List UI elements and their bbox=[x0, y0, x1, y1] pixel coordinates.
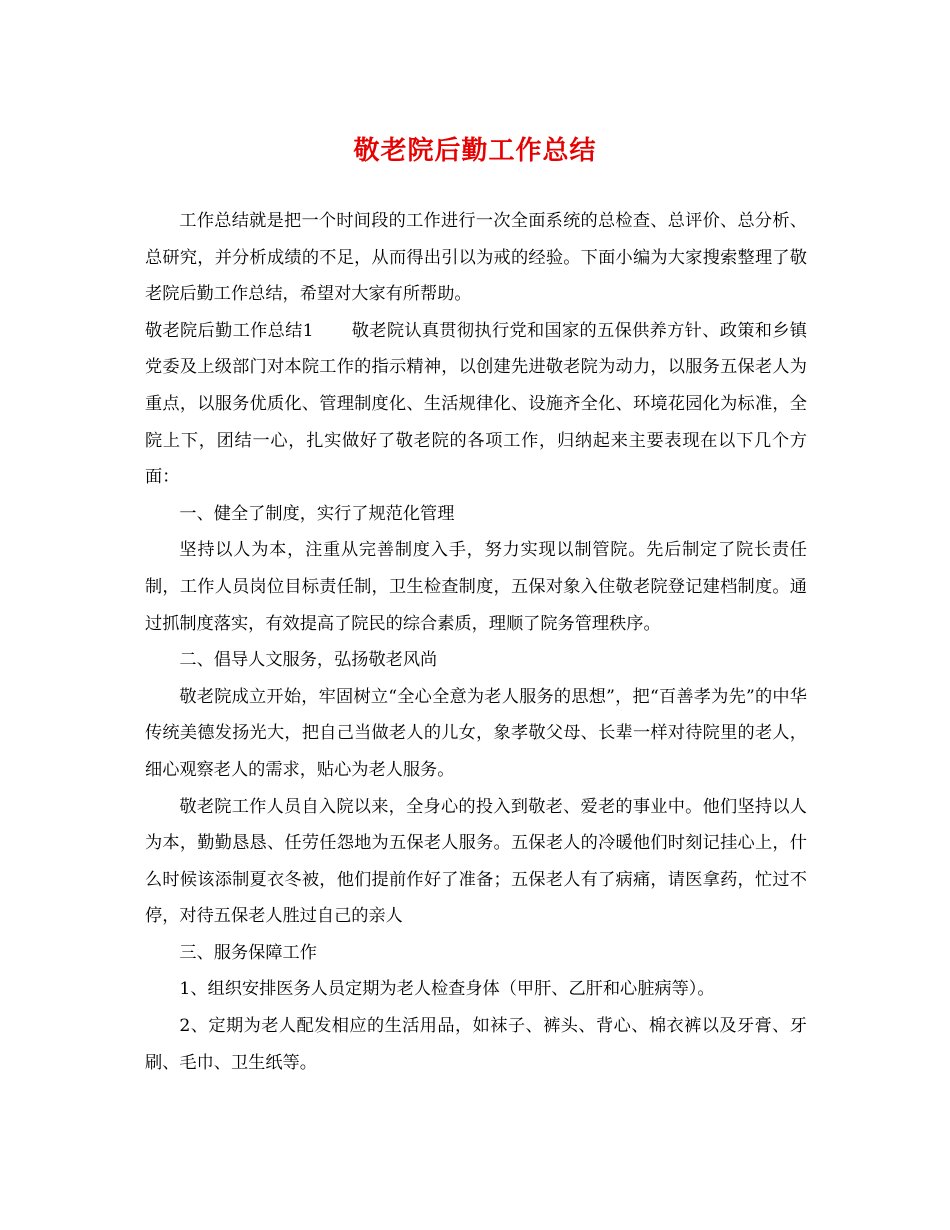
heading-1: 一、健全了制度，实行了规范化管理 bbox=[179, 503, 455, 524]
paragraph-1: 坚持以人为本，注重从完善制度入手，努力实现以制管院。先后制定了院长责任制，工作人员岗位目标责任制，卫生检查制度，五保对象入住敬老院登记建档制度。通过抓制度落实，有效提高了院民的综合素质，理顺了院务管理秩序。 bbox=[145, 540, 807, 634]
heading-3: 三、服务保障工作 bbox=[179, 942, 317, 963]
intro-paragraph: 工作总结就是把一个时间段的工作进行一次全面系统的总检查、总评价、总分析、总研究，并分析成绩的不足，从而得出引以为戒的经验。下面小编为大家搜索整理了敬老院后勤工作总结，希望对大家有所帮助。 bbox=[145, 211, 807, 305]
document-title: 敬老院后勤工作总结 bbox=[353, 136, 597, 166]
paragraph-3: 敬老院工作人员自入院以来，全身心的投入到敬老、爱老的事业中。他们坚持以人为本，勤勤恳恳、任劳任怨地为五保老人服务。五保老人的冷暖他们时刻记挂心上，什么时候该添制夏衣冬被，他们提前作好了准备；五保老人有了病痛，请医拿药，忙过不停，对待五保老人胜过自己的亲人 bbox=[145, 796, 807, 927]
section1-label: 敬老院后勤工作总结1 bbox=[145, 320, 314, 341]
paragraph-2: 敬老院成立开始，牢固树立“全心全意为老人服务的思想”，把“百善孝为先”的中华传统美德发扬光大，把自己当做老人的儿女，象孝敬父母、长辈一样对待院里的老人，细心观察老人的需求，贴心为老人服务。 bbox=[145, 686, 807, 780]
heading-2: 二、倡导人文服务，弘扬敬老风尚 bbox=[179, 650, 438, 671]
list-item-2: 2、定期为老人配发相应的生活用品，如袜子、裤头、背心、棉衣裤以及牙膏、牙刷、毛巾、卫生纸等。 bbox=[145, 1016, 807, 1073]
section1-paragraph bbox=[145, 313, 807, 496]
list-item-1: 1、组织安排医务人员定期为老人检查身体（甲肝、乙肝和心脏病等）。 bbox=[179, 979, 715, 1000]
section1-text: 敬老院认真贯彻执行党和国家的五保供养方针、政策和乡镇党委及上级部门对本院工作的指示精神，以创建先进敬老院为动力，以服务五保老人为重点，以服务优质化、管理制度化、生活规律化、设施齐全化、环境花园化为标准，全院上下，团结一心，扎实做好了敬老院的各项工作，归纳起来主要表现在以下几个方面： bbox=[145, 320, 807, 488]
document-body bbox=[145, 203, 807, 1081]
